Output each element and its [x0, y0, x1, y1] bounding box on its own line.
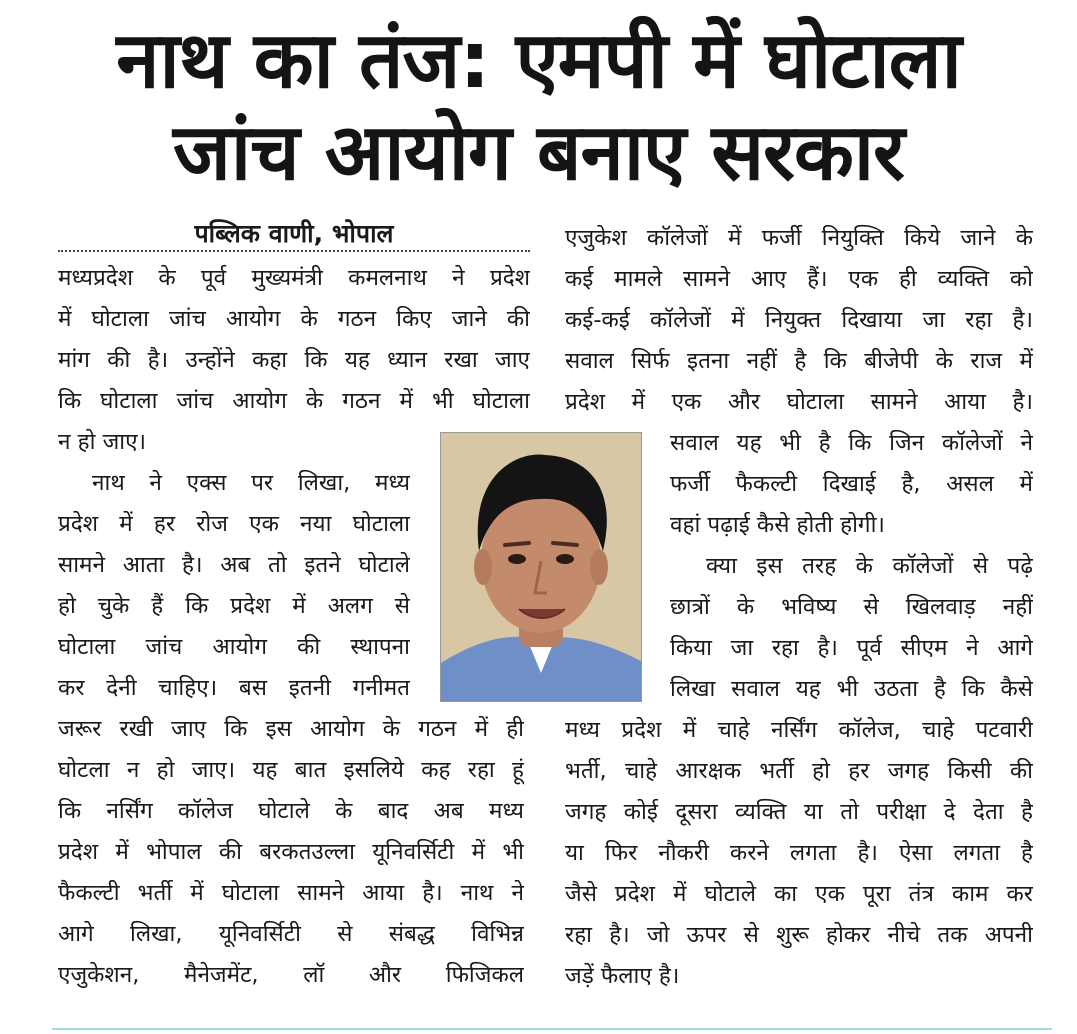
left-col-line: कर देनी चाहिए। बस इतनी गनीमत — [58, 675, 410, 701]
left-col-line: नाथ ने एक्स पर लिखा, मध्य — [92, 470, 410, 496]
left-col-line: सामने आता है। अब तो इतने घोटाले — [58, 552, 410, 578]
left-col-line: कि घोटाला जांच आयोग के गठन में भी घोटाला — [58, 388, 530, 414]
left-col-line: में घोटाला जांच आयोग के गठन किए जाने की — [58, 306, 530, 332]
right-col-line: जैसे प्रदेश में घोटाले का एक पूरा तंत्र काम कर — [565, 881, 1033, 907]
byline-divider — [58, 250, 530, 252]
left-col-line: प्रदेश में हर रोज एक नया घोटाला — [58, 511, 410, 537]
left-col-line: आगे लिखा, यूनिवर्सिटी से संबद्ध विभिन्न — [58, 921, 524, 947]
right-col-line: कई मामले सामने आए हैं। एक ही व्यक्ति को — [565, 266, 1033, 292]
left-col-line: हो चुके हैं कि प्रदेश में अलग से — [58, 593, 410, 619]
right-col-line: जड़ें फैलाए है। — [565, 963, 680, 989]
right-col-line: फर्जी फैकल्टी दिखाई है, असल में — [670, 471, 1033, 497]
headline-line-2: जांच आयोग बनाए सरकार — [173, 108, 904, 198]
right-col-line: छात्रों के भविष्य से खिलवाड़ नहीं — [670, 594, 1033, 620]
bottom-divider — [52, 1028, 1052, 1030]
headline-line-1: नाथ का तंज: एमपी में घोटाला — [116, 16, 961, 106]
left-col-line: मध्यप्रदेश के पूर्व मुख्यमंत्री कमलनाथ ने प्रदेश — [58, 265, 530, 291]
left-col-line: जरूर रखी जाए कि इस आयोग के गठन में ही — [58, 716, 524, 742]
left-col-line: मांग की है। उन्होंने कहा कि यह ध्यान रखा जाए — [58, 347, 530, 373]
right-col-line: एजुकेश कॉलेजों में फर्जी नियुक्ति किये जाने के — [565, 225, 1033, 251]
right-col-line: क्या इस तरह के कॉलेजों से पढ़े — [706, 553, 1033, 579]
right-col-line: भर्ती, चाहे आरक्षक भर्ती हो हर जगह किसी की — [565, 758, 1033, 784]
right-col-line: कई-कई कॉलेजों में नियुक्त दिखाया जा रहा है। — [565, 307, 1033, 333]
left-col-line: कि नर्सिंग कॉलेज घोटाले के बाद अब मध्य — [58, 798, 524, 824]
left-col-line: फैकल्टी भर्ती में घोटाला सामने आया है। नाथ ने — [58, 880, 524, 906]
right-col-line: मध्य प्रदेश में चाहे नर्सिंग कॉलेज, चाहे पटवारी — [565, 717, 1033, 743]
right-col-line: किया जा रहा है। पूर्व सीएम ने आगे — [670, 635, 1033, 661]
left-col-line: घोटाला जांच आयोग की स्थापना — [58, 634, 410, 660]
right-col-line: लिखा सवाल यह भी उठता है कि कैसे — [670, 676, 1033, 702]
byline: पब्लिक वाणी, भोपाल — [194, 219, 394, 248]
right-col-line: जगह कोई दूसरा व्यक्ति या तो परीक्षा दे देता है — [565, 799, 1033, 825]
right-col-line: रहा है। जो ऊपर से शुरू होकर नीचे तक अपनी — [565, 922, 1033, 948]
left-col-line: एजुकेशन, मैनेजमेंट, लॉ और फिजिकल — [58, 962, 524, 988]
right-col-line: प्रदेश में एक और घोटाला सामने आया है। — [565, 389, 1033, 415]
right-col-line: सवाल सिर्फ इतना नहीं है कि बीजेपी के राज में — [565, 348, 1033, 374]
left-col-line: प्रदेश में भोपाल की बरकतउल्ला यूनिवर्सिटी में भी — [58, 839, 524, 865]
right-col-line: वहां पढ़ाई कैसे होती होगी। — [670, 512, 885, 538]
left-col-line: घोटला न हो जाए। यह बात इसलिये कह रहा हूं — [58, 757, 524, 783]
portrait-photo — [440, 432, 642, 702]
right-col-line: या फिर नौकरी करने लगता है। ऐसा लगता है — [565, 840, 1033, 866]
portrait-illustration — [441, 433, 641, 701]
right-col-line: सवाल यह भी है कि जिन कॉलेजों ने — [670, 430, 1033, 456]
left-col-line: न हो जाए। — [58, 429, 147, 455]
